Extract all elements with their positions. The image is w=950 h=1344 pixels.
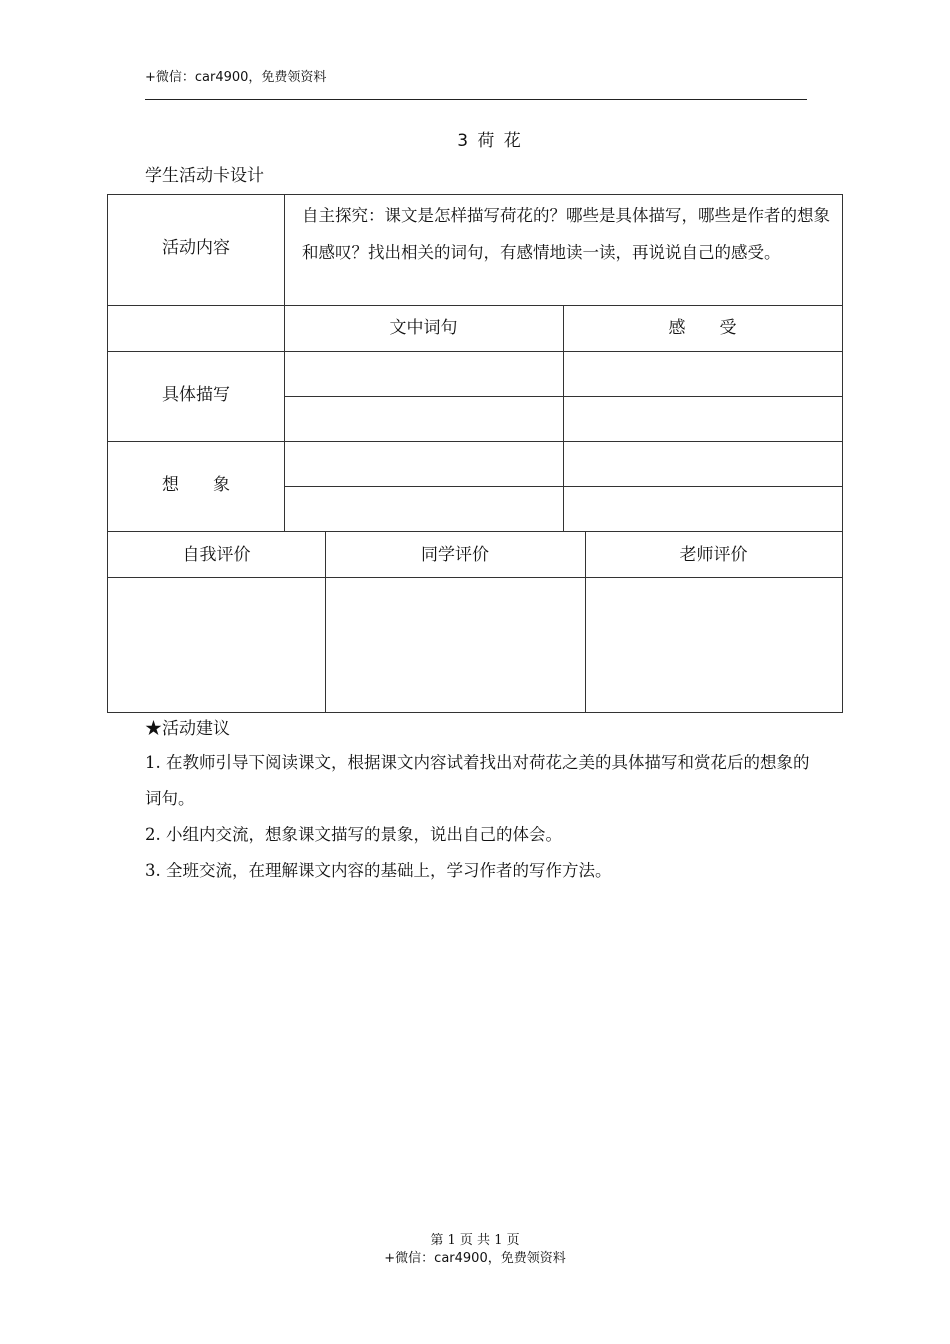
col-header-feelings: 感 受: [668, 318, 737, 338]
activity-content-text: 自主探究：课文是怎样描写荷花的？哪些是具体描写，哪些是作者的想象和感叹？找出相关的词句，有感情地读一读，再说说自己的感受。: [302, 206, 830, 262]
header-note: +微信：car4900，免费领资料: [145, 70, 327, 85]
page-title: 3 荷 花: [457, 131, 523, 151]
table-divider: [108, 441, 842, 442]
evaluation-table: [107, 531, 843, 713]
suggestions-list: [145, 745, 815, 889]
suggestion-item: 1. 在教师引导下阅读课文，根据课文内容试着找出对荷花之美的具体描写和赏花后的想象的词句。: [145, 753, 810, 808]
suggestion-item: 3. 全班交流，在理解课文内容的基础上，学习作者的写作方法。: [145, 861, 612, 880]
teacher-evaluation-header: 老师评价: [679, 545, 748, 564]
table-divider: [284, 486, 842, 487]
table-divider: [284, 195, 285, 531]
row-label-description: 具体描写: [162, 385, 230, 405]
header-divider: [145, 99, 807, 100]
table-divider: [284, 396, 842, 397]
col-header-phrases: 文中词句: [389, 318, 458, 338]
activity-content-label: 活动内容: [162, 238, 230, 257]
footer-note: +微信：car4900，免费领资料: [384, 1251, 566, 1266]
peer-evaluation-header: 同学评价: [421, 545, 489, 564]
section-subtitle: 学生活动卡设计: [145, 166, 264, 185]
suggestions-title: ★活动建议: [145, 719, 230, 738]
table-divider: [108, 305, 842, 306]
self-evaluation-header: 自我评价: [182, 545, 251, 564]
table-divider: [563, 305, 564, 531]
page-number: 第 1 页 共 1 页: [430, 1233, 520, 1248]
suggestion-item: 2. 小组内交流，想象课文描写的景象，说出自己的体会。: [145, 825, 562, 844]
table-divider: [108, 351, 842, 352]
row-label-imagination: 想 象: [162, 475, 230, 495]
activity-table: [107, 194, 843, 532]
table-divider: [108, 577, 842, 578]
